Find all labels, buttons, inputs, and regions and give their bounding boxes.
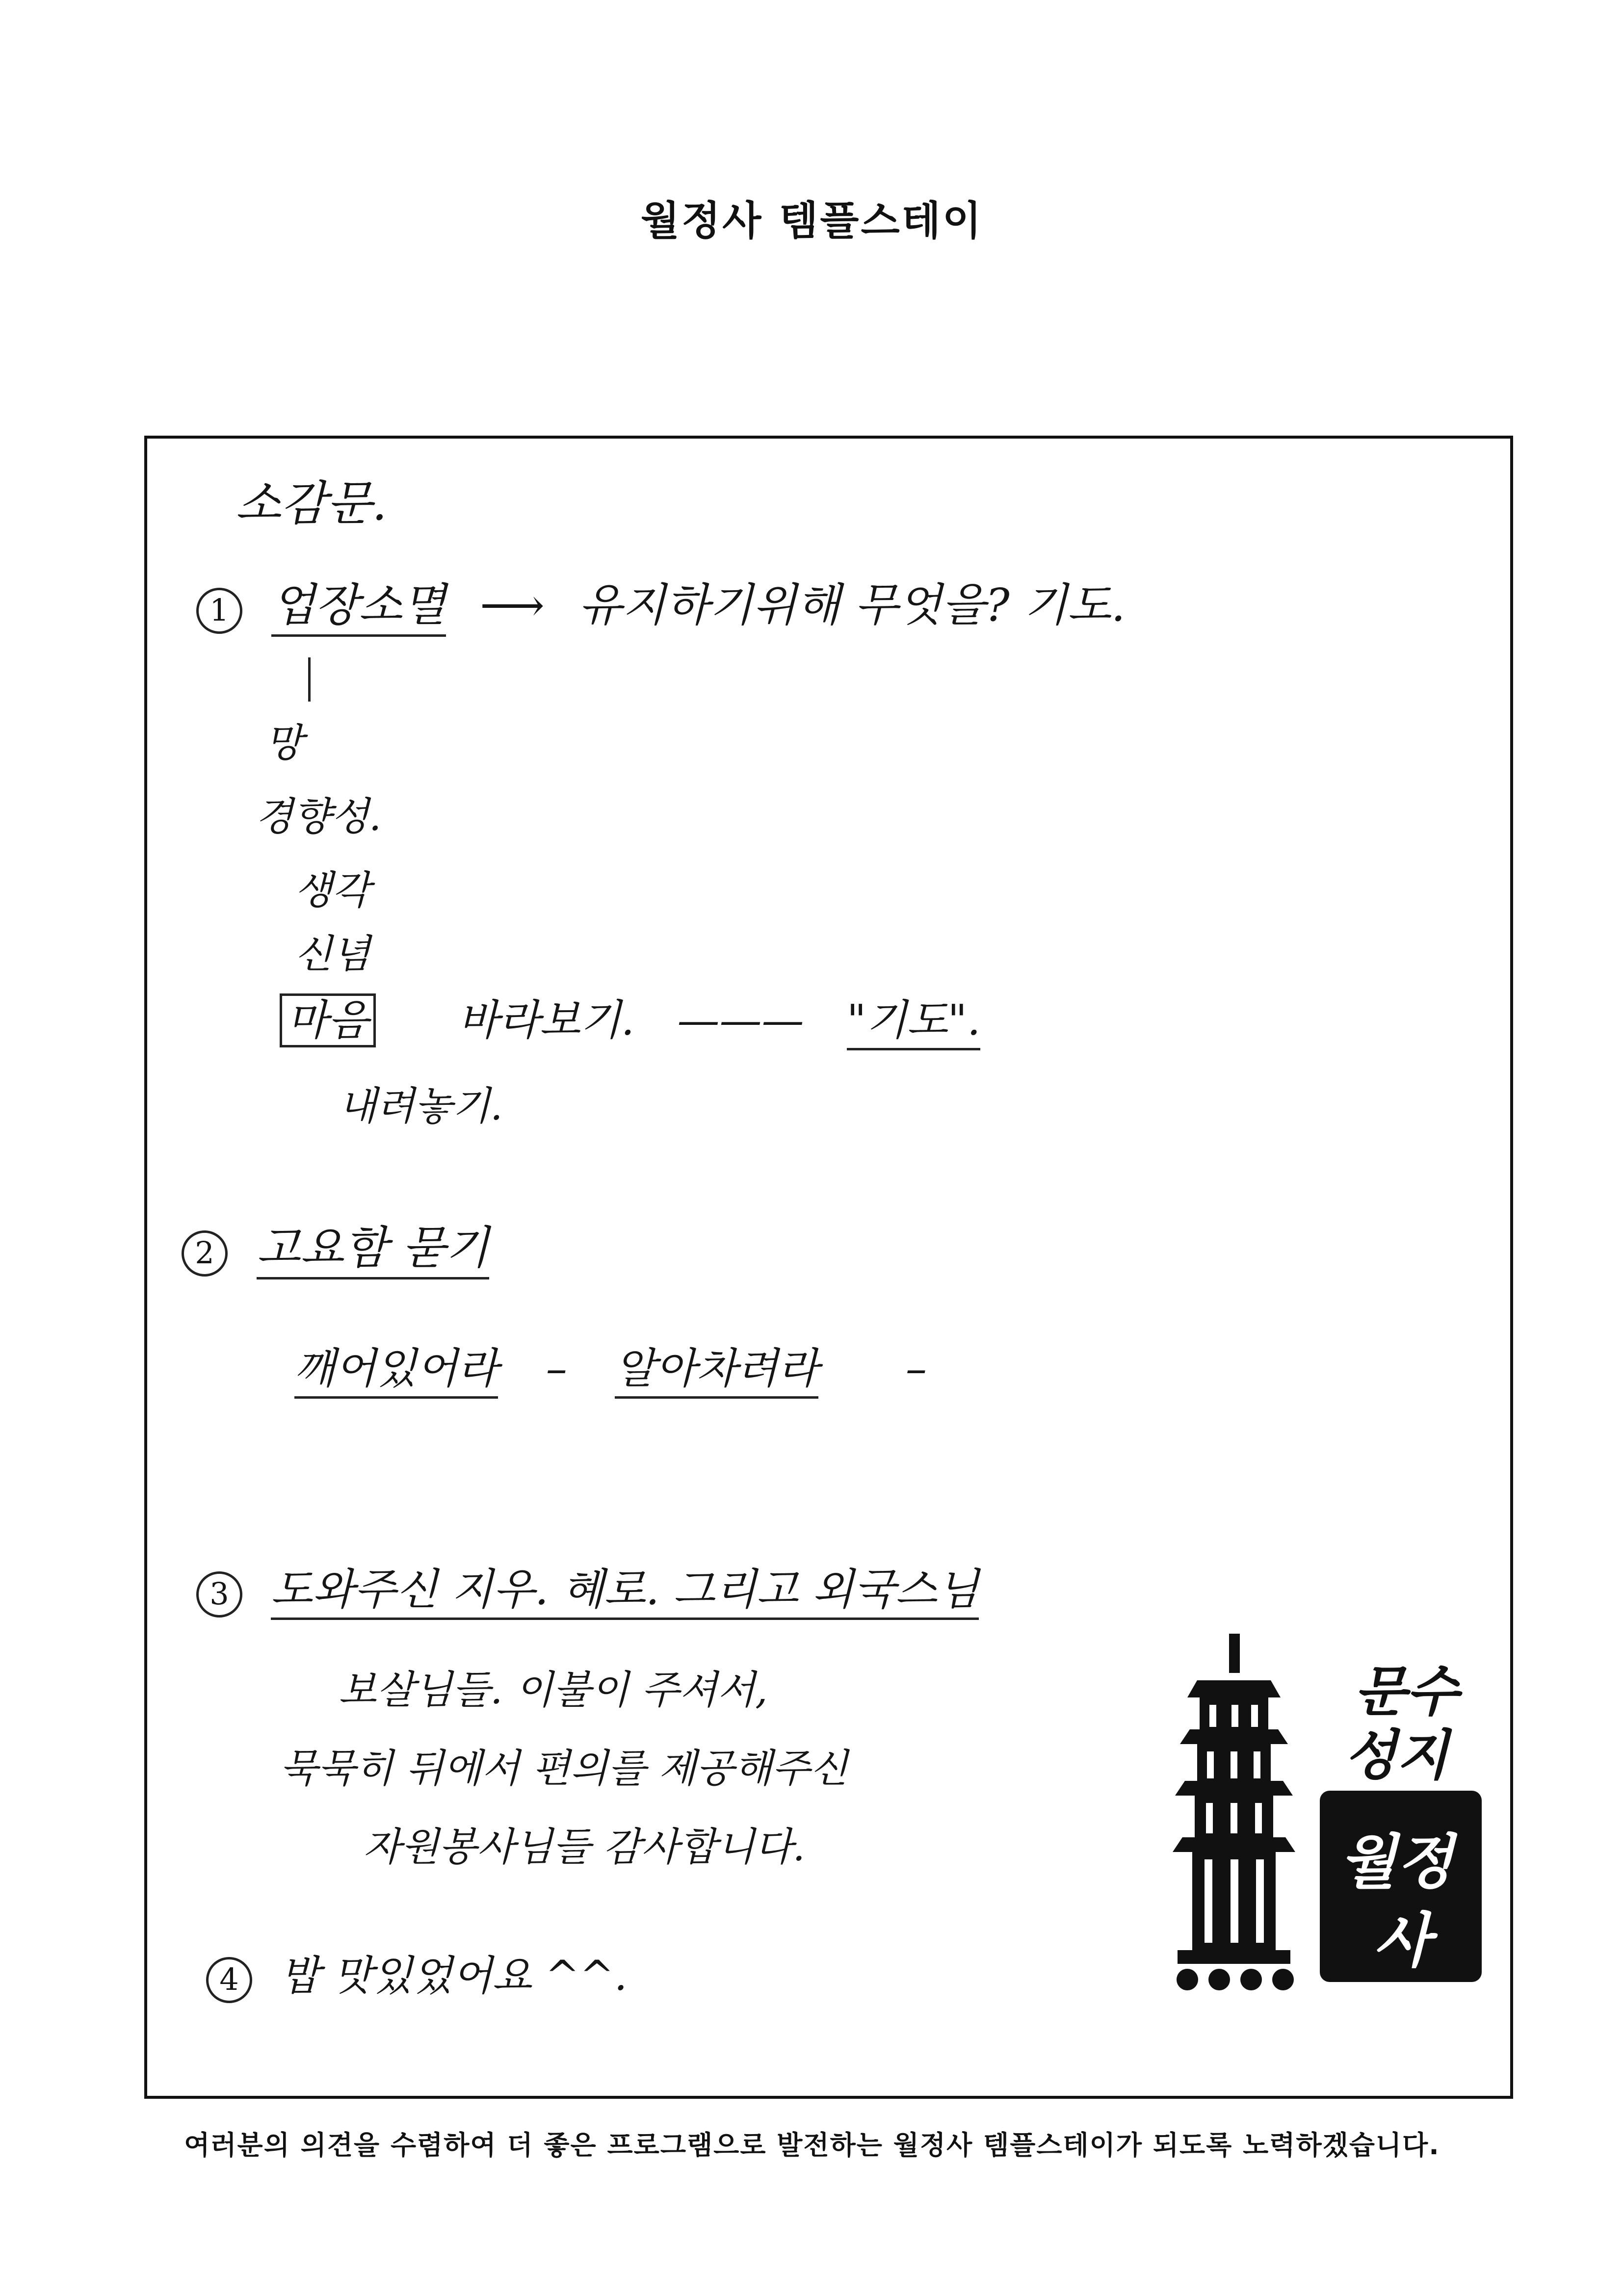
mind-line xyxy=(280,986,980,1047)
item-3 xyxy=(196,1555,979,1618)
item-number: 4 xyxy=(206,1957,252,2003)
stamp-line3: 월정 xyxy=(1339,1828,1453,1897)
mind-tail: 바라보기. xyxy=(458,996,635,1045)
line2-a: 깨어있어라 xyxy=(294,1344,498,1399)
heading: 소감문. xyxy=(236,476,387,531)
stamp-line4: 사 xyxy=(1374,1907,1431,1975)
item-3-line4: 자원봉사님들 감사합니다. xyxy=(363,1824,805,1870)
item-3-line3: 묵묵히 뒤에서 편의를 제공해주신 xyxy=(280,1746,848,1791)
item-2-line2 xyxy=(294,1334,927,1395)
item-main: 도와주신 지우. 혜로. 그리고 외국스님 xyxy=(271,1564,979,1620)
line2-b: 알아차려라 xyxy=(615,1344,818,1399)
item-number: 2 xyxy=(182,1230,228,1277)
item-number: 1 xyxy=(196,588,242,634)
footer-note: 여러분의 의견을 수렴하여 더 좋은 프로그램으로 발전하는 월정사 템플스테이가 되도록 노력하겠습니다. xyxy=(184,2130,1440,2161)
item-2 xyxy=(182,1212,489,1277)
list-item: 망 xyxy=(265,720,303,766)
list-item: 신념 xyxy=(294,931,370,977)
item-main: 고요함 묻기 xyxy=(257,1222,489,1279)
boxed-word: 마음 xyxy=(280,993,376,1047)
list-item: 경향성. xyxy=(255,794,382,839)
item-4 xyxy=(206,1943,627,2003)
connector-line xyxy=(308,657,311,702)
line2-end: – xyxy=(905,1344,927,1393)
release-line: 내려놓기. xyxy=(339,1083,503,1129)
stamp-line2: 성지 xyxy=(1344,1724,1449,1787)
item-number: 3 xyxy=(196,1571,242,1618)
arrow-icon: ⟶ xyxy=(480,579,545,631)
item-1 xyxy=(196,569,1126,634)
mind-quote: "기도". xyxy=(847,996,981,1050)
item-3-line2: 보살님들. 이불이 주셔서, xyxy=(339,1667,768,1713)
item-tail: 유지하기위해 무엇을? 기도. xyxy=(578,579,1126,631)
stamp-line1: 문수 xyxy=(1354,1660,1459,1723)
page-title: 월정사 템플스테이 xyxy=(640,198,984,244)
mind-dash: ——— xyxy=(677,996,804,1045)
item-main: 업장소멸 xyxy=(271,579,446,637)
item-main: 밥 맛있었어요 ^^. xyxy=(280,1952,628,2000)
temple-stamp xyxy=(1158,1629,1501,2002)
list-item: 생각 xyxy=(294,867,370,913)
line2-dash: – xyxy=(546,1344,567,1393)
